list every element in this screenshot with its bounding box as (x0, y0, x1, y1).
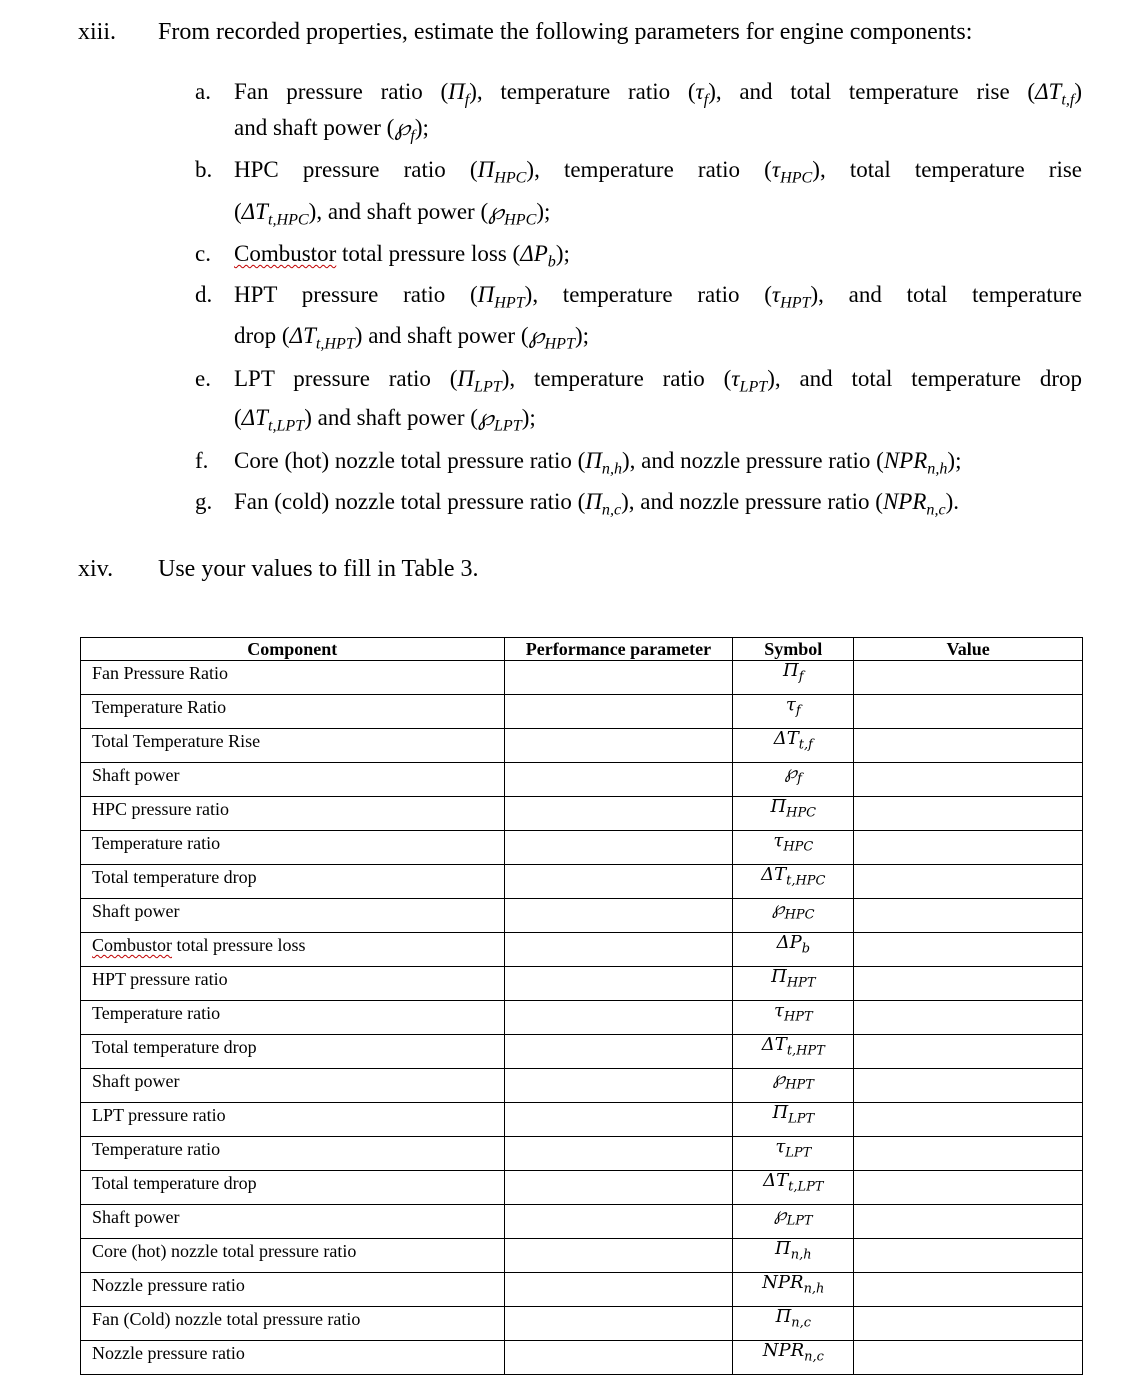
table-row (81, 1205, 1083, 1239)
cell-component: Temperature ratio (81, 831, 505, 865)
item-g-letter: g. (195, 489, 213, 514)
cell-parameter[interactable] (504, 1103, 733, 1137)
cell-symbol: $℘_{HPC}$ (733, 899, 854, 933)
item-a-line1: Fan pressure ratio $(\Pi_f)$, temperature ratio $(\tau_f)$, and total temperature rise $(\Delta T_{t,f})$ (234, 79, 1082, 109)
cell-value[interactable] (854, 967, 1083, 1001)
cell-symbol: $\Delta T_{t,f}$ (733, 729, 854, 763)
header-parameter: Performance parameter (504, 638, 733, 661)
cell-component: HPT pressure ratio (81, 967, 505, 1001)
cell-value[interactable] (854, 1001, 1083, 1035)
table-row (81, 1137, 1083, 1171)
table-row (81, 1069, 1083, 1103)
cell-component: Core (hot) nozzle total pressure ratio (81, 1239, 505, 1273)
item-a-line2: and shaft power $(℘_f)$; (234, 115, 429, 145)
table-row (81, 865, 1083, 899)
item-e-letter: e. (195, 366, 211, 391)
item-e-line1: LPT pressure ratio $(\Pi_{LPT})$, temperature ratio $(\tau_{LPT})$, and total temperature drop (234, 366, 1083, 396)
table-row (81, 899, 1083, 933)
cell-component: Combustor total pressure loss (81, 933, 505, 967)
cell-component: Nozzle pressure ratio (81, 1341, 505, 1375)
cell-component: Temperature ratio (81, 1137, 505, 1171)
cell-value[interactable] (854, 1239, 1083, 1273)
cell-value[interactable] (854, 695, 1083, 729)
table-row (81, 661, 1083, 695)
cell-symbol: $\Pi_f$ (733, 661, 854, 695)
cell-parameter[interactable] (504, 933, 733, 967)
cell-parameter[interactable] (504, 797, 733, 831)
table-row (81, 1171, 1083, 1205)
cell-symbol: $\tau_{LPT}$ (733, 1137, 854, 1171)
cell-value[interactable] (854, 1273, 1083, 1307)
cell-component-text: Combustor (92, 935, 173, 955)
table-header-row (81, 638, 1083, 661)
item-e-line2: $(\Delta T_{t,LPT})$ and shaft power $(℘_{LPT})$; (234, 405, 536, 435)
item-b-line2: $(\Delta T_{t,HPC})$, and shaft power $(℘_{HPC})$; (234, 199, 551, 229)
table-row (81, 967, 1083, 1001)
cell-parameter[interactable] (504, 899, 733, 933)
cell-parameter[interactable] (504, 1239, 733, 1273)
item-f-letter: f. (195, 448, 209, 473)
cell-parameter[interactable] (504, 831, 733, 865)
cell-parameter[interactable] (504, 1171, 733, 1205)
table-row (81, 1307, 1083, 1341)
item-d-line2: drop $(\Delta T_{t,HPT})$ and shaft power $(℘_{HPT})$; (234, 323, 590, 353)
cell-parameter[interactable] (504, 1341, 733, 1375)
cell-symbol: $℘_{LPT}$ (733, 1205, 854, 1239)
cell-component: Nozzle pressure ratio (81, 1273, 505, 1307)
cell-component: Temperature ratio (81, 1001, 505, 1035)
cell-component: Shaft power (81, 763, 505, 797)
cell-symbol: $℘_f$ (733, 763, 854, 797)
cell-value[interactable] (854, 865, 1083, 899)
item-c-line1: Combustor total pressure loss $(\Delta P_b)$; (234, 241, 570, 271)
item-d-letter: d. (195, 282, 213, 307)
cell-parameter[interactable] (504, 967, 733, 1001)
cell-parameter[interactable] (504, 1069, 733, 1103)
table-row (81, 1341, 1083, 1375)
cell-symbol: $\Pi_{HPT}$ (733, 967, 854, 1001)
cell-symbol: $\Delta T_{t,HPC}$ (733, 865, 854, 899)
table-row (81, 1035, 1083, 1069)
cell-value[interactable] (854, 1341, 1083, 1375)
cell-parameter[interactable] (504, 1205, 733, 1239)
item-f-line1: Core (hot) nozzle total pressure ratio $(\Pi_{n,h})$, and nozzle pressure ratio $(NPR_{n,h})$; (234, 448, 962, 478)
cell-symbol: $\Pi_{HPC}$ (733, 797, 854, 831)
cell-symbol: $NPR_{n,h}$ (733, 1273, 854, 1307)
cell-value[interactable] (854, 1171, 1083, 1205)
table-row (81, 797, 1083, 831)
cell-symbol: $\tau_f$ (733, 695, 854, 729)
cell-parameter[interactable] (504, 1137, 733, 1171)
cell-value[interactable] (854, 1137, 1083, 1171)
cell-value[interactable] (854, 1205, 1083, 1239)
cell-symbol: $\Delta T_{t,HPT}$ (733, 1035, 854, 1069)
cell-parameter[interactable] (504, 1035, 733, 1069)
cell-component: Fan (Cold) nozzle total pressure ratio (81, 1307, 505, 1341)
cell-symbol: $\tau_{HPC}$ (733, 831, 854, 865)
cell-value[interactable] (854, 1307, 1083, 1341)
cell-component: Fan Pressure Ratio (81, 661, 505, 695)
cell-component: Total temperature drop (81, 1035, 505, 1069)
cell-component: Total temperature drop (81, 1171, 505, 1205)
item-d-line1: HPT pressure ratio $(\Pi_{HPT})$, temperature ratio $(\tau_{HPT})$, and total temperature (234, 282, 1082, 312)
cell-value[interactable] (854, 1103, 1083, 1137)
section-xiii-numeral: xiii. (78, 19, 117, 45)
table-row (81, 831, 1083, 865)
cell-value[interactable] (854, 899, 1083, 933)
item-c-letter: c. (195, 241, 211, 266)
cell-parameter[interactable] (504, 661, 733, 695)
cell-symbol: $\Delta T_{t,LPT}$ (733, 1171, 854, 1205)
item-a-letter: a. (195, 79, 211, 104)
item-g-line1: Fan (cold) nozzle total pressure ratio $(\Pi_{n,c})$, and nozzle pressure ratio $(NPR_{n,c})$. (234, 489, 960, 519)
cell-parameter[interactable] (504, 865, 733, 899)
cell-component: Total Temperature Rise (81, 729, 505, 763)
cell-component: Shaft power (81, 1069, 505, 1103)
cell-value[interactable] (854, 729, 1083, 763)
cell-symbol: $\Pi_{n,h}$ (733, 1239, 854, 1273)
table-body (81, 661, 1083, 1375)
cell-component: LPT pressure ratio (81, 1103, 505, 1137)
item-b-line1: HPC pressure ratio $(\Pi_{HPC})$, temperature ratio $(\tau_{HPC})$, total temperature rise (234, 157, 1083, 187)
cell-symbol: $\Delta P_b$ (733, 933, 854, 967)
cell-symbol: $\Pi_{n,c}$ (733, 1307, 854, 1341)
table-row (81, 695, 1083, 729)
cell-component: Total temperature drop (81, 865, 505, 899)
cell-value[interactable] (854, 1035, 1083, 1069)
table-row (81, 729, 1083, 763)
cell-symbol: $\tau_{HPT}$ (733, 1001, 854, 1035)
item-b-letter: b. (195, 157, 213, 182)
table-row (81, 1001, 1083, 1035)
table-row (81, 1239, 1083, 1273)
cell-component: Shaft power (81, 899, 505, 933)
section-xiv-text: Use your values to fill in Table 3. (158, 556, 479, 582)
cell-parameter[interactable] (504, 695, 733, 729)
header-symbol: Symbol (733, 638, 854, 661)
cell-value[interactable] (854, 831, 1083, 865)
section-xiii-heading: From recorded properties, estimate the following parameters for engine components: (158, 19, 973, 45)
table-row (81, 1103, 1083, 1137)
header-value: Value (854, 638, 1083, 661)
table-row (81, 933, 1083, 967)
cell-symbol: $℘_{HPT}$ (733, 1069, 854, 1103)
cell-parameter[interactable] (504, 1307, 733, 1341)
cell-value[interactable] (854, 933, 1083, 967)
table-row (81, 1273, 1083, 1307)
cell-component: Temperature Ratio (81, 695, 505, 729)
cell-parameter[interactable] (504, 1273, 733, 1307)
cell-parameter[interactable] (504, 763, 733, 797)
cell-value[interactable] (854, 1069, 1083, 1103)
section-xiv-numeral: xiv. (78, 556, 114, 582)
cell-parameter[interactable] (504, 1001, 733, 1035)
table-3 (80, 637, 1083, 1375)
header-component: Component (81, 638, 505, 661)
cell-parameter[interactable] (504, 729, 733, 763)
cell-component: HPC pressure ratio (81, 797, 505, 831)
cell-value[interactable] (854, 661, 1083, 695)
cell-symbol: $\Pi_{LPT}$ (733, 1103, 854, 1137)
cell-symbol: $NPR_{n,c}$ (733, 1341, 854, 1375)
cell-value[interactable] (854, 763, 1083, 797)
cell-component: Shaft power (81, 1205, 505, 1239)
table-row (81, 763, 1083, 797)
cell-value[interactable] (854, 797, 1083, 831)
